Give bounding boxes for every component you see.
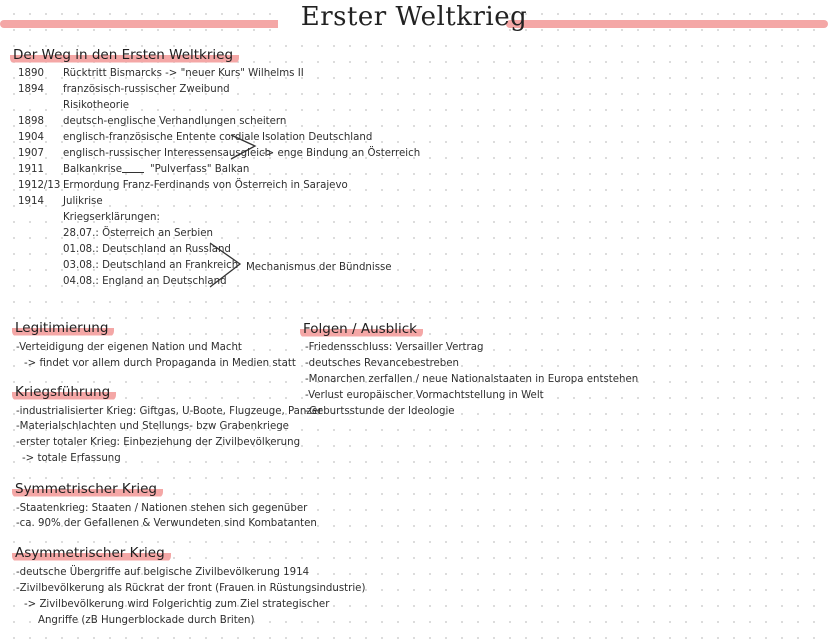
timeline-year: 1894 (18, 84, 44, 95)
timeline-year: 1912/13 (18, 180, 61, 191)
timeline-text: englisch-französische Entente cordiale (63, 132, 260, 143)
asymmetrisch-line: -> Zivilbevölkerung wird Folgerichtig zum Ziel strategischer (24, 599, 330, 610)
timeline-text: deutsch-englische Verhandlungen scheitern (63, 116, 287, 127)
declaration: 28.07.: Österreich an Serbien (63, 228, 213, 239)
symmetrisch-line: -ca. 90% der Gefallenen & Verwundeten sind Kombatanten (16, 518, 317, 529)
asymmetrisch-line: -Zivilbevölkerung als Rückrat der front (Frauen in Rüstungsindustrie) (16, 583, 366, 594)
heading-symmetrisch: Symmetrischer Krieg (12, 481, 163, 498)
timeline-text: englisch-russischer Interessensausgleich (63, 148, 272, 159)
heading-kriegsfuehrung: Kriegsführung (12, 384, 116, 401)
symmetrisch-line: -Staatenkrieg: Staaten / Nationen stehen sich gegenüber (16, 503, 308, 514)
balkan-dash (122, 172, 144, 173)
timeline-text: Ermordung Franz-Ferdinands von Österreich in Sarajevo (63, 180, 348, 191)
timeline-year: 1904 (18, 132, 44, 143)
isolation-note: Isolation Deutschland (262, 132, 373, 143)
asymmetrisch-line: Angriffe (zB Hungerblockade durch Briten) (38, 615, 255, 626)
heading-asymmetrisch: Asymmetrischer Krieg (12, 545, 171, 562)
timeline-year: 1911 (18, 164, 44, 175)
folgen-line: -Geburtsstunde der Ideologie (305, 406, 455, 417)
kriegsfuehrung-line: -Materialschlachten und Stellungs- bzw Grabenkriege (16, 421, 289, 432)
timeline-text: Risikotheorie (63, 100, 130, 111)
isolation-consequence: -> enge Bindung an Österreich (262, 148, 421, 159)
kriegsfuehrung-line: -> totale Erfassung (22, 453, 121, 464)
heading-folgen: Folgen / Ausblick (300, 321, 423, 338)
folgen-line: -Friedensschluss: Versailler Vertrag (305, 342, 484, 353)
page-title: Erster Weltkrieg (300, 2, 528, 32)
timeline-text: Julikrise (63, 196, 103, 207)
kriegserklaerungen-label: Kriegserklärungen: (63, 212, 160, 223)
mechanismus-note: Mechanismus der Bündnisse (246, 262, 392, 273)
isolation-bracket (229, 132, 259, 164)
kriegsfuehrung-line: -industrialisierter Krieg: Giftgas, U-Boote, Flugzeuge, Panzer (16, 406, 323, 417)
legitimierung-line: -> findet vor allem durch Propaganda in Medien statt (24, 358, 296, 369)
declaration: 01.08.: Deutschland an Russland (63, 244, 231, 255)
folgen-line: -Monarchen zerfallen / neue Nationalstaaten in Europa entstehen (305, 374, 639, 385)
heading-weg: Der Weg in den Ersten Weltkrieg (10, 47, 239, 64)
declaration: 04.08.: England an Deutschland (63, 276, 227, 287)
kriegsfuehrung-line: -erster totaler Krieg: Einbeziehung der Zivilbevölkerung (16, 437, 301, 448)
timeline-year: 1890 (18, 68, 44, 79)
timeline-text: Balkankrise (63, 164, 122, 175)
folgen-line: -deutsches Revancebestreben (305, 358, 459, 369)
timeline-year: 1907 (18, 148, 44, 159)
balkan-note: "Pulverfass" Balkan (150, 164, 250, 175)
timeline-year: 1914 (18, 196, 44, 207)
timeline-year: 1898 (18, 116, 44, 127)
alliance-bracket (208, 240, 244, 290)
asymmetrisch-line: -deutsche Übergriffe auf belgische Zivilbevölkerung 1914 (16, 567, 310, 578)
timeline-text: französisch-russischer Zweibund (63, 84, 230, 95)
legitimierung-line: -Verteidigung der eigenen Nation und Macht (16, 342, 242, 353)
timeline-text: Rücktritt Bismarcks -> "neuer Kurs" Wilhelms II (63, 68, 304, 79)
heading-legitimierung: Legitimierung (12, 320, 114, 337)
declaration: 03.08.: Deutschland an Frankreich (63, 260, 239, 271)
folgen-line: -Verlust europäischer Vormachtstellung in Welt (305, 390, 544, 401)
